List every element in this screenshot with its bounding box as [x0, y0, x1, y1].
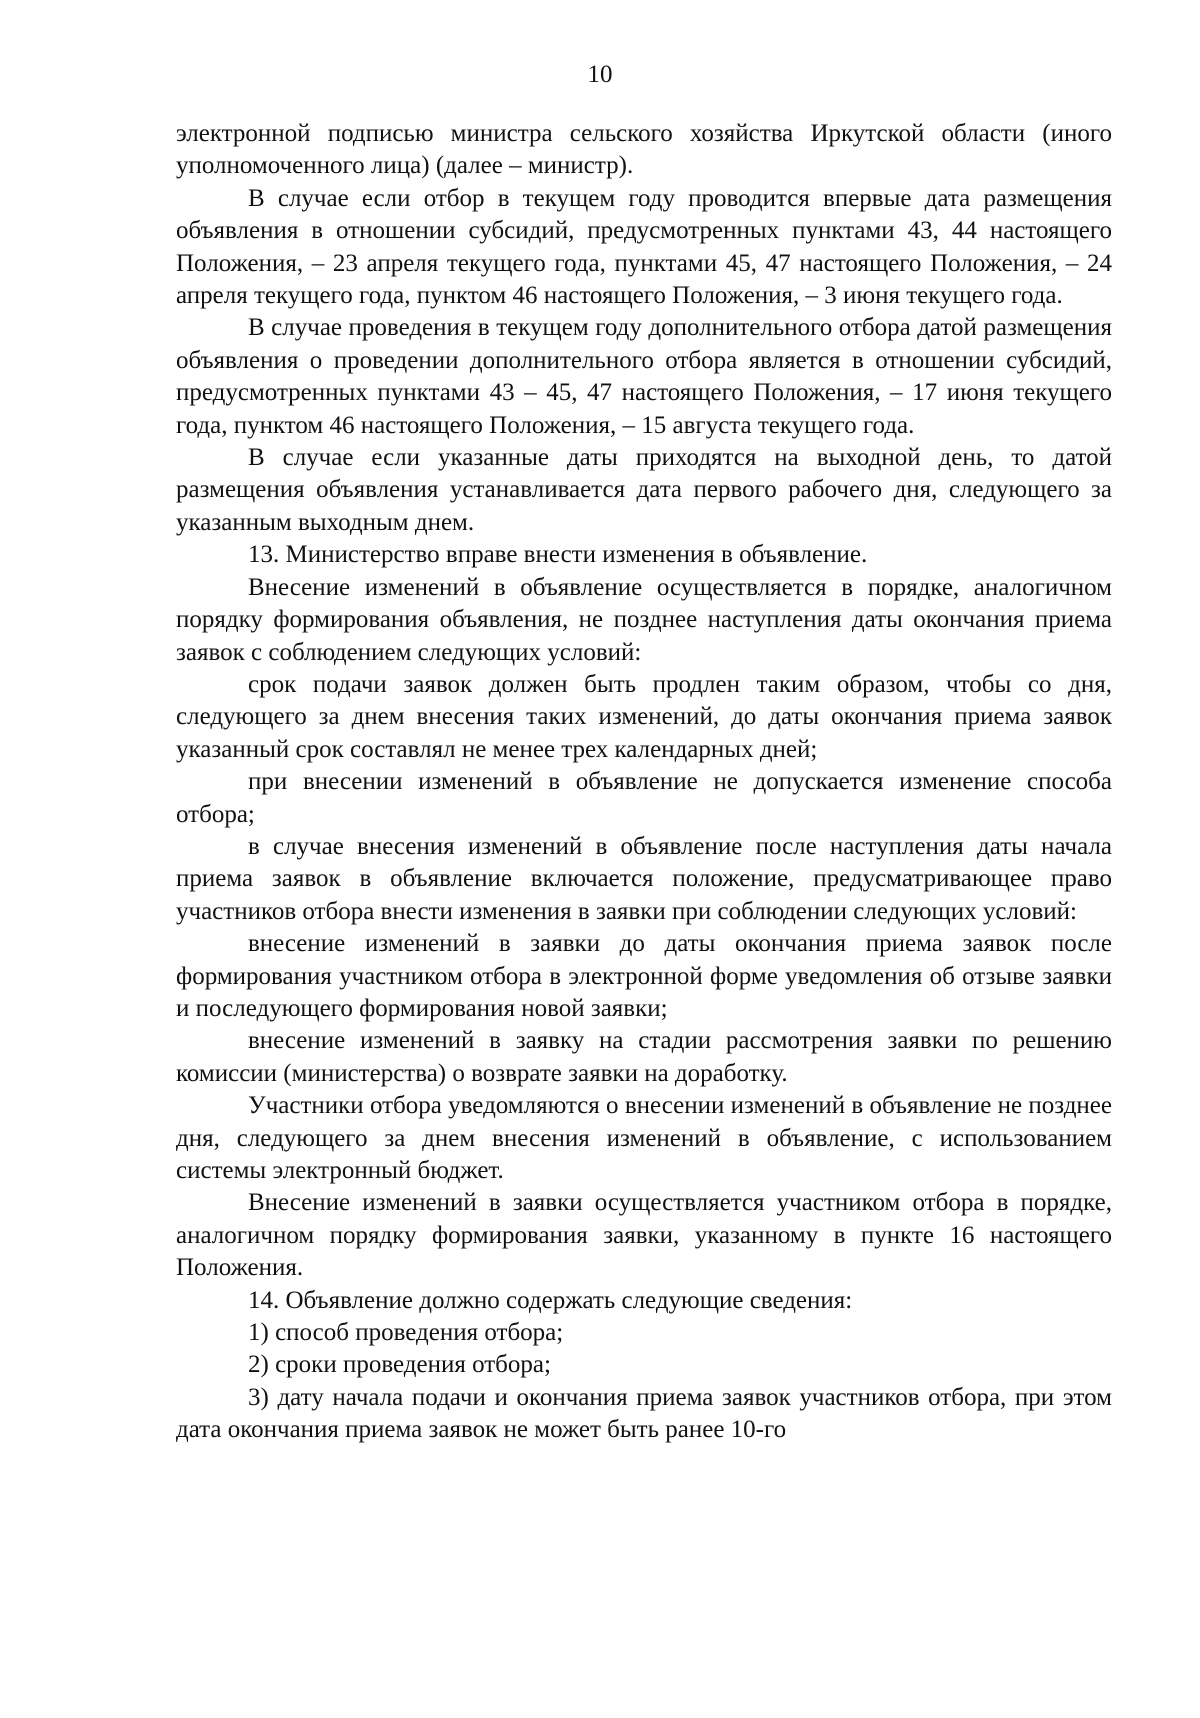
list-item: 3) дату начала подачи и окончания приема заявок участников отбора, при этом дата окончания приема заявок не может быть ранее 10-го [176, 1383, 1112, 1444]
paragraph: внесение изменений в заявки до даты окончания приема заявок после формирования участником отбора в электронной форме уведомления об отзыве заявки и последующего формирования новой заявки; [176, 930, 1112, 1022]
paragraph: срок подачи заявок должен быть продлен таким образом, чтобы со дня, следующего за днем внесения таких изменений, до даты окончания приема заявок указанный срок составлял не менее трех календарных дней; [176, 670, 1112, 763]
paragraph: в случае внесения изменений в объявление после наступления даты начала приема заявок в объявление включается положение, предусматривающее право участников отбора внести изменения в заявки при соблюдении следующих условий: [176, 832, 1112, 925]
document-body [176, 118, 1112, 1447]
paragraph: Внесение изменений в объявление осуществляется в порядке, аналогичном порядку формирования объявления, не позднее наступления даты окончания приема заявок с соблюдением следующих условий: [176, 573, 1112, 666]
paragraph: В случае если указанные даты приходятся на выходной день, то датой размещения объявления устанавливается дата первого рабочего дня, следующего за указанным выходным днем. [176, 444, 1112, 536]
section-heading: 13. Министерство вправе внести изменения в объявление. [248, 541, 868, 569]
paragraph: внесение изменений в заявку на стадии рассмотрения заявки по решению комиссии (министерства) о возврате заявки на доработку. [176, 1027, 1112, 1087]
section-heading: 14. Объявление должно содержать следующие сведения: [248, 1286, 853, 1314]
page-number: 10 [587, 61, 613, 88]
paragraph: Внесение изменений в заявки осуществляется участником отбора в порядке, аналогичном порядку формирования заявки, указанному в пункте 16 настоящего Положения. [176, 1189, 1112, 1282]
paragraph: В случае если отбор в текущем году проводится впервые дата размещения объявления в отношении субсидий, предусмотренных пунктами 43, 44 настоящего Положения, – 23 апреля текущего года, пунктами 45, 47 настоящего Положения, – 24 апреля текущего года, пунктом 46 настоящего Положения, – 3 июня текущего года. [176, 184, 1112, 310]
paragraph: при внесении изменений в объявление не допускается изменение способа отбора; [176, 768, 1112, 828]
paragraph: Участники отбора уведомляются о внесении изменений в объявление не позднее дня, следующего за днем внесения изменений в объявление, с использованием системы электронный бюджет. [176, 1092, 1112, 1184]
paragraph: электронной подписью министра сельского хозяйства Иркутской области (иного уполномоченного лица) (далее – министр). [176, 120, 1112, 180]
list-item: 2) сроки проведения отбора; [248, 1351, 551, 1379]
paragraph: В случае проведения в текущем году дополнительного отбора датой размещения объявления о проведении дополнительного отбора является в отношении субсидий, предусмотренных пунктами 43 – 45, 47 настоящего Положения, – 17 июня текущего года, пунктом 46 настоящего Положения, – 15 августа текущего года. [176, 314, 1112, 439]
list-item: 1) способ проведения отбора; [248, 1319, 564, 1347]
